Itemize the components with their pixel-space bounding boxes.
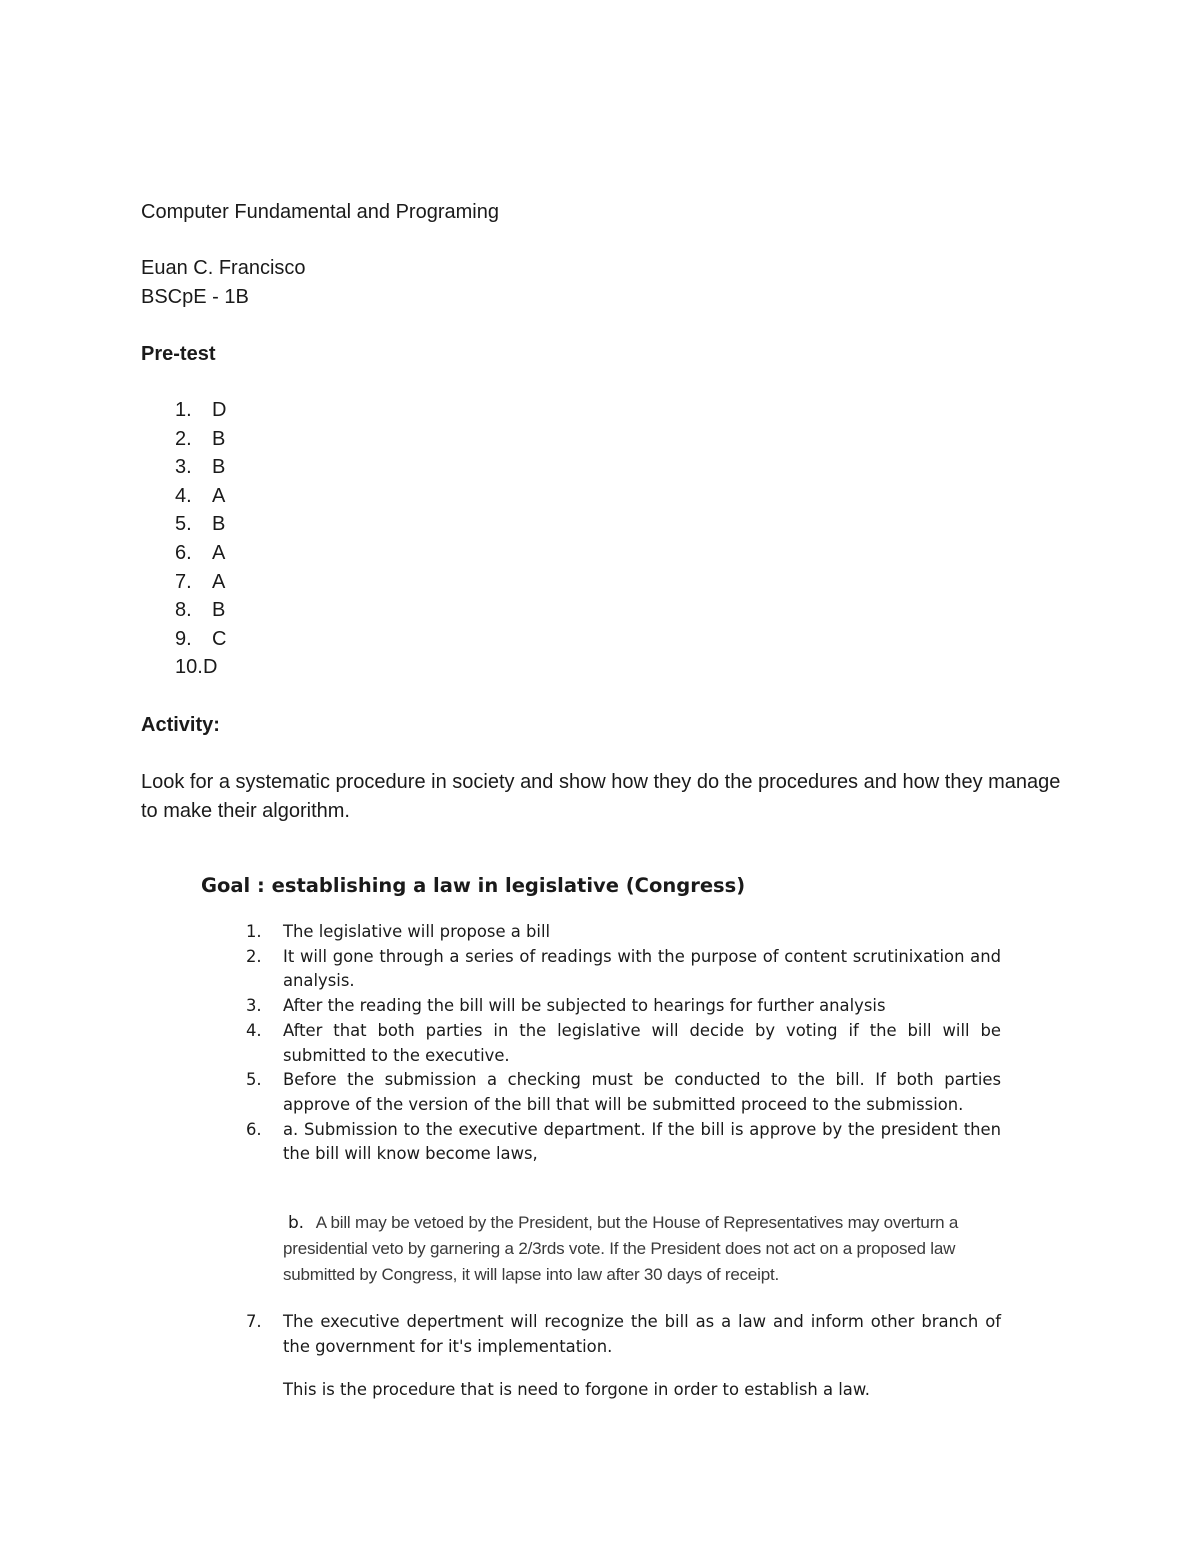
answer-number: 8.: [175, 599, 192, 622]
list-item: [201, 1310, 1001, 1359]
answer-number: 5.: [175, 513, 192, 536]
answer-number: 4.: [175, 484, 192, 507]
answer-number: 7.: [175, 570, 192, 593]
answer-number: 3.: [175, 456, 192, 479]
closing-statement: This is the procedure that is need to forgone in order to establish a law.: [283, 1380, 870, 1399]
step-number: 3.: [246, 996, 262, 1016]
list-item: [201, 920, 1001, 945]
answer-letter: B: [212, 456, 226, 479]
step-number: 4.: [246, 1020, 262, 1040]
answer-letter: D: [212, 399, 227, 421]
answer-number: 10.: [175, 656, 203, 679]
procedure-step-7: [201, 1310, 1001, 1359]
step-number: 2.: [246, 946, 262, 966]
list-item: [201, 945, 1001, 994]
pretest-heading: Pre-test: [141, 343, 216, 365]
answer-letter: A: [212, 541, 226, 564]
list-item: [201, 1019, 1001, 1068]
list-item: [201, 1068, 1001, 1117]
procedure-steps: [201, 920, 1001, 1167]
answer-number: 1.: [175, 399, 192, 421]
step-text: Before the submission a checking must be conducted to the bill. If both parties approve of the version of the bill that will be submitted proceed to the submission.: [283, 1070, 1001, 1114]
step-text: After that both parties in the legislative will decide by voting if the bill will be submitted to the executive.: [283, 1020, 1001, 1065]
list-item: [201, 994, 1001, 1019]
answer-letter: A: [212, 484, 226, 507]
step-number: 6.: [246, 1119, 262, 1139]
course-title: Computer Fundamental and Programing: [141, 201, 499, 223]
answer-letter: D: [203, 656, 218, 679]
step-number: 1.: [246, 922, 262, 941]
step-number: 7.: [246, 1312, 262, 1331]
step-text: After the reading the bill will be subjected to hearings for further analysis: [283, 996, 886, 1016]
step-text: The legislative will propose a bill: [283, 922, 551, 941]
goal-title: Goal : establishing a law in legislative (Congress): [201, 874, 746, 897]
activity-instructions: Look for a systematic procedure in society and show how they do the procedures and how they manage to make their algorithm.: [141, 771, 1061, 822]
step-6b-label: b.: [288, 1213, 304, 1233]
answer-letter: C: [212, 627, 227, 650]
step-number: 5.: [246, 1070, 262, 1090]
step-6b-text: A bill may be vetoed by the President, but the House of Representatives may overturn a presidential veto by garnering a 2/3rds vote. If the President does not act on a proposed law submitted by Congress, it will lapse into law after 30 days of receipt.: [283, 1213, 959, 1284]
student-name: Euan C. Francisco: [141, 257, 306, 279]
answer-letter: A: [212, 570, 226, 593]
step-text: It will gone through a series of readings with the purpose of content scrutinixation and analysis.: [283, 946, 1001, 991]
step-text: The executive depertment will recognize the bill as a law and inform other branch of the government for it's implementation.: [283, 1312, 1001, 1356]
answer-letter: B: [212, 427, 226, 450]
answer-letter: B: [212, 513, 226, 536]
list-item: [201, 1118, 1001, 1167]
answer-number: 2.: [175, 427, 192, 450]
answer-number: 6.: [175, 541, 192, 564]
activity-heading: Activity:: [141, 714, 220, 736]
step-6b: [283, 1210, 1003, 1288]
step-text: a. Submission to the executive department. If the bill is approve by the president then the bill will know become laws,: [283, 1119, 1001, 1164]
section-label: BSCpE - 1B: [141, 286, 249, 308]
answer-number: 9.: [175, 627, 192, 650]
answer-letter: B: [212, 599, 226, 622]
